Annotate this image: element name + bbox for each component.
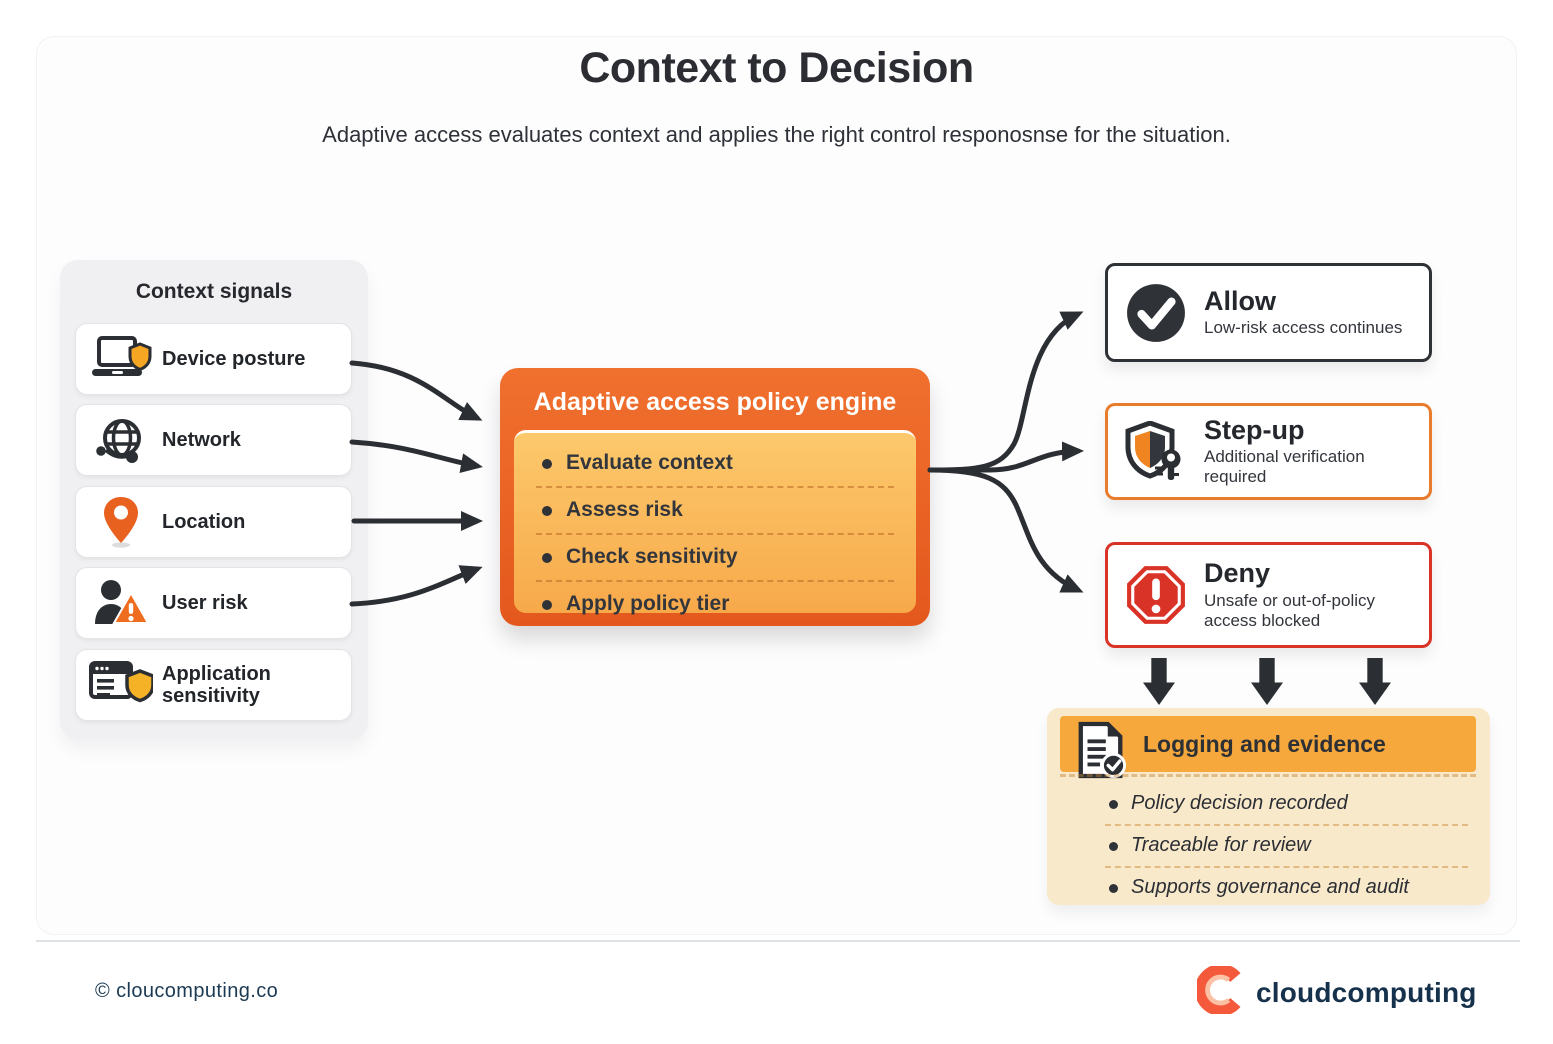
logging-divider (1060, 774, 1476, 777)
logging-bullet: Traceable for review (1105, 826, 1468, 868)
decision-title: Step-up (1204, 414, 1305, 445)
engine-bullet: Apply policy tier (536, 582, 894, 627)
signal-card-user-risk (75, 567, 352, 639)
app-window-shield-icon (88, 660, 154, 710)
logging-bullet: Policy decision recorded (1105, 784, 1468, 826)
policy-engine-title: Adaptive access policy engine (533, 388, 897, 416)
context-signals-heading: Context signals (135, 280, 293, 303)
shield-key-icon (1124, 421, 1188, 483)
copyright-text: © cloucomputing.co (95, 980, 279, 1002)
signal-card-application-sensitivity (75, 649, 352, 721)
globe-icon (88, 414, 154, 466)
map-pin-icon (88, 495, 154, 549)
brand-lockup (1197, 966, 1477, 1019)
signal-label: Device posture (162, 347, 306, 370)
footer-divider (36, 940, 1520, 942)
signal-label: Network (162, 428, 241, 451)
logging-bullet: Supports governance and audit (1105, 868, 1468, 908)
engine-bullet: Check sensitivity (536, 535, 894, 582)
engine-bullet: Assess risk (536, 488, 894, 535)
logging-panel (1047, 708, 1490, 905)
decision-step-up (1105, 403, 1432, 500)
policy-engine-body (514, 430, 916, 613)
decision-title: Allow (1204, 285, 1276, 316)
stop-octagon-icon (1124, 564, 1188, 626)
decision-title: Deny (1204, 558, 1271, 589)
signal-label: Location (162, 510, 246, 533)
decision-deny (1105, 542, 1432, 648)
check-circle-icon (1124, 282, 1188, 344)
decision-subtitle: Unsafe or out-of-policy access blocked (1204, 590, 1376, 630)
laptop-shield-icon (88, 335, 154, 383)
page-title: Context to Decision (579, 44, 974, 92)
logging-bullets (1105, 784, 1468, 908)
engine-bullet: Evaluate context (536, 441, 894, 488)
policy-engine (500, 368, 930, 626)
context-signals-panel (60, 260, 368, 740)
signal-card-network (75, 404, 352, 476)
signal-label: User risk (162, 591, 248, 614)
signal-label: Application sensitivity (162, 662, 271, 707)
decision-allow (1105, 263, 1432, 362)
policy-engine-bullets (536, 441, 894, 627)
cloudcomputing-logo-icon (1197, 966, 1245, 1019)
signal-card-device-posture (75, 323, 352, 395)
user-warning-icon (88, 578, 154, 628)
signal-card-location (75, 486, 352, 558)
logging-title: Logging and evidence (1143, 731, 1386, 757)
page-subtitle: Adaptive access evaluates context and applies the right control responosnse for the situation. (322, 122, 1231, 147)
brand-name: cloudcomputing (1256, 976, 1477, 1008)
decision-subtitle: Low-risk access continues (1204, 318, 1403, 338)
decision-subtitle: Additional verification required (1204, 447, 1365, 487)
